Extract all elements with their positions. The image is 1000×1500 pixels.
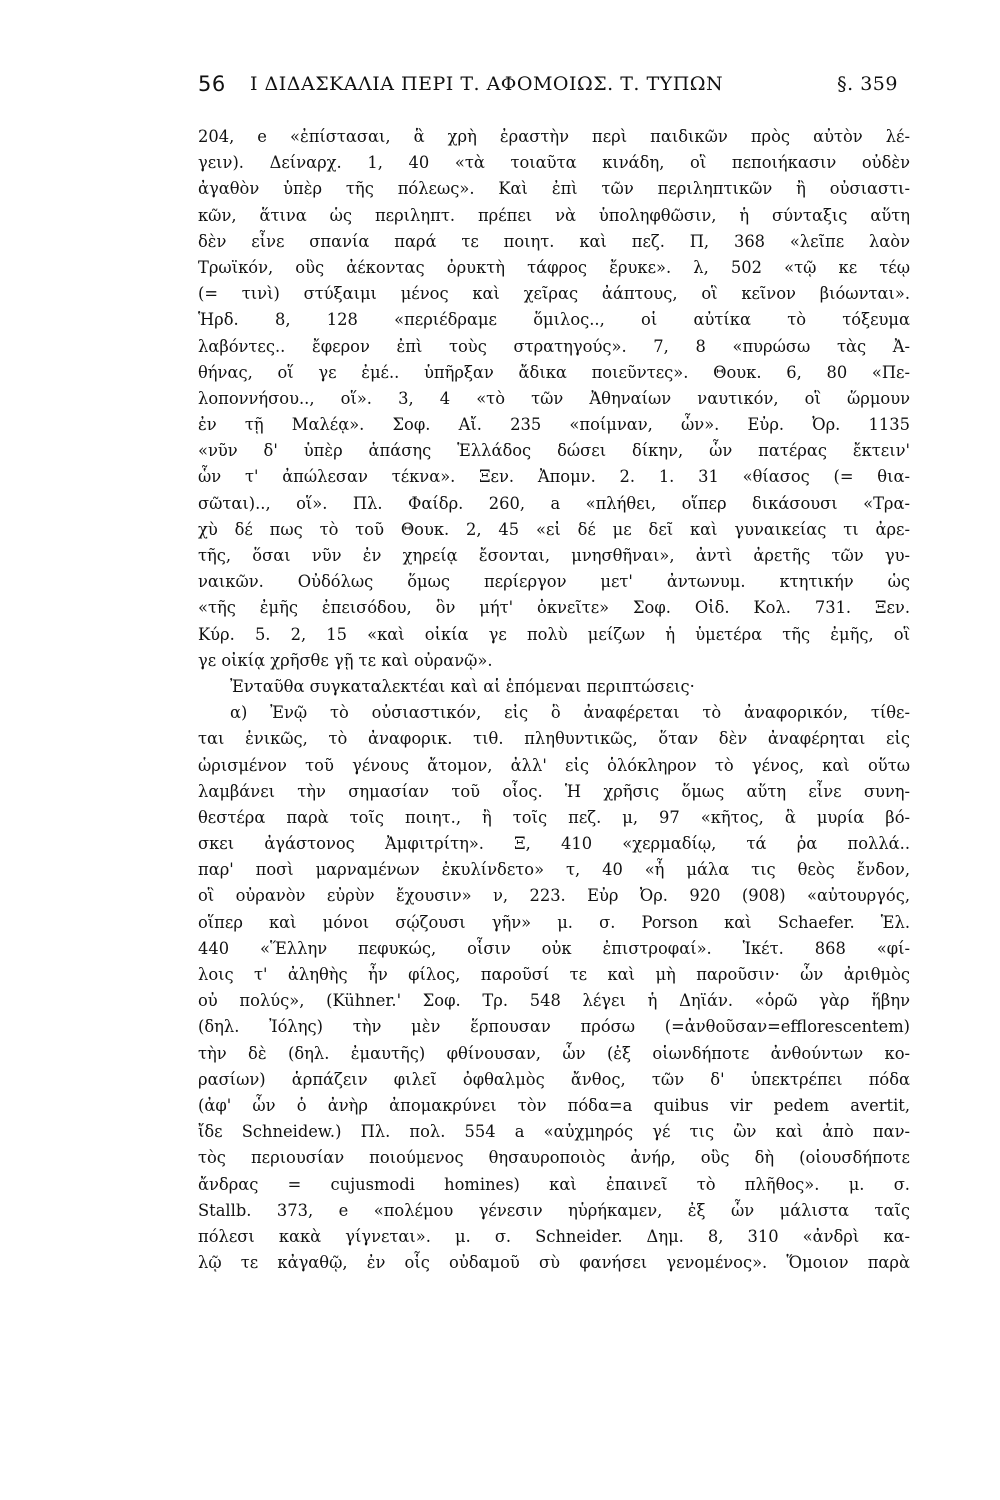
text-line: «τῆς ἐμῆς ἐπεισόδου, ὃν μήτ' ὀκνεῖτε» Σοφ. Οἰδ. Κολ. 731. Ξεν. (198, 598, 910, 618)
text-line: Ἐνταῦθα συγκαταλεκτέαι καὶ αἱ ἑπόμεναι περιπτώσεις· (230, 676, 695, 696)
text-line: ἐν τῇ Μαλέᾳ». Σοφ. Αἴ. 235 «ποίμναν, ὧν». Εὐρ. Ὀρ. 1135 (198, 415, 910, 435)
text-line: 440 «Ἕλλην πεφυκώς, οἷσιν οὐκ ἐπιστροφαί». Ἱκέτ. 868 «φί- (198, 938, 910, 958)
text-line: «νῦν δ' ὑπὲρ ἁπάσης Ἑλλάδος δώσει δίκην, ὧν πατέρας ἔκτειν' (198, 441, 910, 461)
text-line: λοποννήσου.., οἵ». 3, 4 «τὸ τῶν Ἀθηναίων ναυτικόν, οἳ ὥρμουν (198, 388, 910, 408)
text-line: θήνας, οἵ γε ἐμέ.. ὑπῆρξαν ἄδικα ποιεῦντες». Θουκ. 6, 80 «Πε- (198, 362, 910, 382)
section-number: §. 359 (837, 73, 898, 95)
text-line: Τρωϊκόν, οὓς ἀέκοντας ὀρυκτὴ τάφρος ἔρυκε». λ, 502 «τῷ κε τέῳ (198, 257, 910, 277)
text-line: σῶται).., οἵ». Πλ. Φαίδρ. 260, a «πλήθει, οἵπερ δικάσουσι «Τρα- (198, 493, 910, 513)
text-line: τὸς περιουσίαν ποιούμενος θησαυροποιὸς ἀνήρ, οὓς δὴ (οἱουσδήποτε (198, 1148, 910, 1168)
text-line: Stallb. 373, e «πολέμου γένεσιν ηὑρήκαμεν, ἐξ ὧν μάλιστα ταῖς (198, 1200, 910, 1220)
text-line: οὐ πολύς», (Kühner.' Σοφ. Τρ. 548 λέγει ἡ Δηϊάν. «ὁρῶ γὰρ ἥβην (198, 991, 910, 1011)
text-line: ται ἑνικῶς, τὸ ἀναφορικ. τιθ. πληθυντικῶς, ὅταν δὲν ἀναφέρηται εἰς (198, 729, 910, 749)
text-line: λαβόντες.. ἔφερον ἐπὶ τοὺς στρατηγούς». 7, 8 «πυρώσω τὰς Ἀ- (198, 336, 910, 356)
body-text (198, 124, 910, 1276)
text-line: ἄνδρας = cujusmodi homines) καὶ ἐπαινεῖ τὸ πλῆθος». μ. σ. (198, 1174, 910, 1194)
text-line: οἵπερ καὶ μόνοι σῴζουσι γῆν» μ. σ. Porson καὶ Schaefer. Ἑλ. (198, 912, 910, 932)
text-line: παρ' ποσὶ μαρναμένων ἐκυλίνδετο» τ, 40 «ἦ μάλα τις θεὸς ἔνδον, (198, 860, 910, 880)
text-line: ἀγαθὸν ὑπὲρ τῆς πόλεως». Καὶ ἐπὶ τῶν περιληπτικῶν ἢ οὐσιαστι- (198, 179, 910, 199)
text-line: λῷ τε κἀγαθῷ, ἐν οἷς οὐδαμοῦ σὺ φανήσει γενομένος». Ὅμοιον παρὰ (198, 1253, 910, 1273)
text-line: λαμβάνει τὴν σημασίαν τοῦ οἷος. Ἡ χρῆσις ὅμως αὕτη εἶνε συνη- (198, 781, 910, 801)
text-line: α) Ἐνῷ τὸ οὐσιαστικόν, εἰς ὃ ἀναφέρεται τὸ ἀναφορικόν, τίθε- (230, 703, 910, 723)
text-line: κῶν, ἅτινα ὡς περιληπτ. πρέπει νὰ ὑποληφθῶσιν, ἡ σύνταξις αὕτη (198, 205, 910, 225)
text-line: (ἀφ' ὧν ὁ ἀνὴρ ἀπομακρύνει τὸν πόδα=a quibus vir pedem avertit, (198, 1095, 910, 1115)
text-line: σκει ἀγάστονος Ἀμφιτρίτη». Ξ, 410 «χερμαδίῳ, τά ῥα πολλά.. (198, 834, 910, 854)
running-head (198, 72, 910, 108)
text-line: γε οἰκίᾳ χρῆσθε γῇ τε καὶ οὐρανῷ». (198, 650, 493, 670)
text-line: χὺ δέ πως τὸ τοῦ Θουκ. 2, 45 «εἰ δέ με δεῖ καὶ γυναικείας τι ἀρε- (198, 519, 910, 539)
text-line: δὲν εἶνε σπανία παρά τε ποιητ. καὶ πεζ. Π, 368 «λεῖπε λαὸν (198, 231, 910, 251)
text-line: Κύρ. 5. 2, 15 «καὶ οἰκία γε πολὺ μείζων ἡ ὑμετέρα τῆς ἐμῆς, οἳ (198, 624, 910, 644)
text-line: 204, e «ἐπίστασαι, ἃ χρὴ ἐραστὴν περὶ παιδικῶν πρὸς αὐτὸν λέ- (198, 127, 910, 146)
text-line: ρασίων) ἁρπάζειν φιλεῖ ὀφθαλμὸς ἄνθος, τῶν δ' ὑπεκτρέπει πόδα (198, 1069, 910, 1089)
text-line: (δηλ. Ἰόλης) τὴν μὲν ἕρπουσαν πρόσω (=ἀνθοῦσαν=efflorescentem) (198, 1017, 910, 1037)
text-line: ναικῶν. Οὐδόλως ὅμως περίεργον μετ' ἀντωνυμ. κτητικήν ὡς (198, 572, 910, 592)
text-line: (= τινὶ) στύξαιμι μένος καὶ χεῖρας ἀάπτους, οἳ κεῖνον βιόωνται». (198, 284, 910, 304)
text-line: θεστέρα παρὰ τοῖς ποιητ., ἢ τοῖς πεζ. μ, 97 «κῆτος, ἃ μυρία βό- (198, 807, 910, 827)
text-line: τῆς, ὅσαι νῦν ἐν χηρείᾳ ἔσονται, μνησθῆναι», ἀντὶ ἀρετῆς τῶν γυ- (198, 546, 910, 565)
text-line: ὡρισμένον τοῦ γένους ἄτομον, ἀλλ' εἰς ὁλόκληρον τὸ γένος, καὶ οὕτω (198, 755, 910, 775)
running-title: Ι ΔΙΔΑΣΚΑΛΙΑ ΠΕΡΙ Τ. ΑΦΟΜΟΙΩΣ. Τ. ΤΥΠΩΝ (250, 73, 724, 95)
text-line: γειν). Δείναρχ. 1, 40 «τὰ τοιαῦτα κινάδη, οἳ πεποιήκασιν οὐδὲν (198, 153, 910, 173)
text-line: τὴν δὲ (δηλ. ἐμαυτῆς) φθίνουσαν, ὧν (ἐξ οἱωνδήποτε ἀνθούντων κο- (198, 1043, 910, 1063)
text-line: ἴδε Schneidew.) Πλ. πολ. 554 a «αὐχμηρός γέ τις ὢν καὶ ἀπὸ παν- (198, 1122, 910, 1142)
text-line: Ἡρδ. 8, 128 «περιέδραμε ὅμιλος.., οἱ αὐτίκα τὸ τόξευμα (198, 310, 910, 330)
page-number: 56 (198, 72, 226, 96)
text-line: λοις τ' ἀληθὴς ἦν φίλος, παροῦσί τε καὶ μὴ παροῦσιν· ὧν ἀριθμὸς (198, 965, 910, 984)
text-line: ὧν τ' ἀπώλεσαν τέκνα». Ξεν. Ἀπομν. 2. 1. 31 «θίασος (= θια- (198, 467, 910, 487)
text-line: πόλεσι κακὰ γίγνεται». μ. σ. Schneider. Δημ. 8, 310 «ἀνδρὶ κα- (198, 1226, 910, 1246)
text-line: οἳ οὐρανὸν εὐρὺν ἔχουσιν» ν, 223. Εὐρ Ὀρ. 920 (908) «αὐτουργός, (198, 886, 910, 906)
